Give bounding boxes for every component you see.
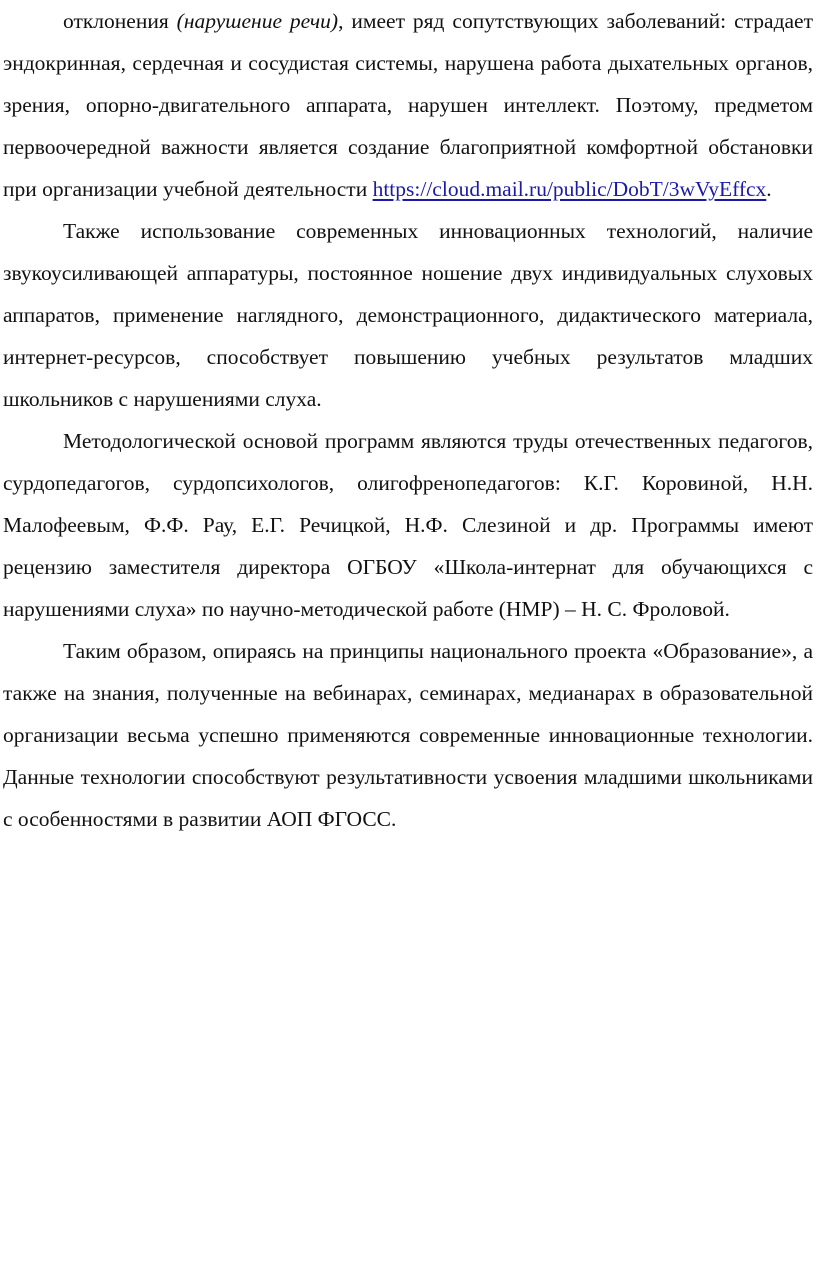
paragraph-4: Таким образом, опираясь на принципы национального проекта «Образование», а также на знания, полученные на вебинарах, семинарах, медианарах в образовательной организации весьма успешно применяются современные инновационные технологии. Данные технологии способствуют результативности усвоения младшими школьниками с особенностями в развитии АОП ФГОСС.: [3, 639, 813, 831]
paragraph-3: Методологической основой программ являются труды отечественных педагогов, сурдопедагогов, сурдопсихологов, олигофренопедагогов: К.Г. Коровиной, Н.Н. Малофеевым, Ф.Ф. Рау, Е.Г. Речицкой, Н.Ф. Слезиной и др. Программы имеют рецензию заместителя директора ОГБОУ «Школа-интернат для обучающихся с нарушениями слуха» по научно-методической работе (НМР) – Н. С. Фроловой.: [3, 429, 813, 621]
paragraph-1-start: отклонения: [63, 9, 177, 33]
italic-note: (нарушение речи): [176, 9, 339, 33]
paragraph-1-body: , имеет ряд сопутствующих заболеваний: страдает эндокринная, сердечная и сосудистая системы, нарушена работа дыхательных органов, зрения, опорно-двигательного аппарата, нарушен интеллект. Поэтому, предметом первоочередной важности является создание благоприятной комфортной обстановки при организации учебной деятельности: [3, 9, 813, 201]
paragraph-1-end: .: [766, 177, 772, 201]
cloud-link[interactable]: https://cloud.mail.ru/public/DobT/3wVyEffcx: [372, 177, 767, 201]
paragraph-2: Также использование современных инновационных технологий, наличие звукоусиливающей аппаратуры, постоянное ношение двух индивидуальных слуховых аппаратов, применение наглядного, демонстрационного, дидактического материала, интернет-ресурсов, способствует повышению учебных результатов младших школьников с нарушениями слуха.: [3, 219, 813, 411]
paragraph-1: [3, 0, 813, 210]
